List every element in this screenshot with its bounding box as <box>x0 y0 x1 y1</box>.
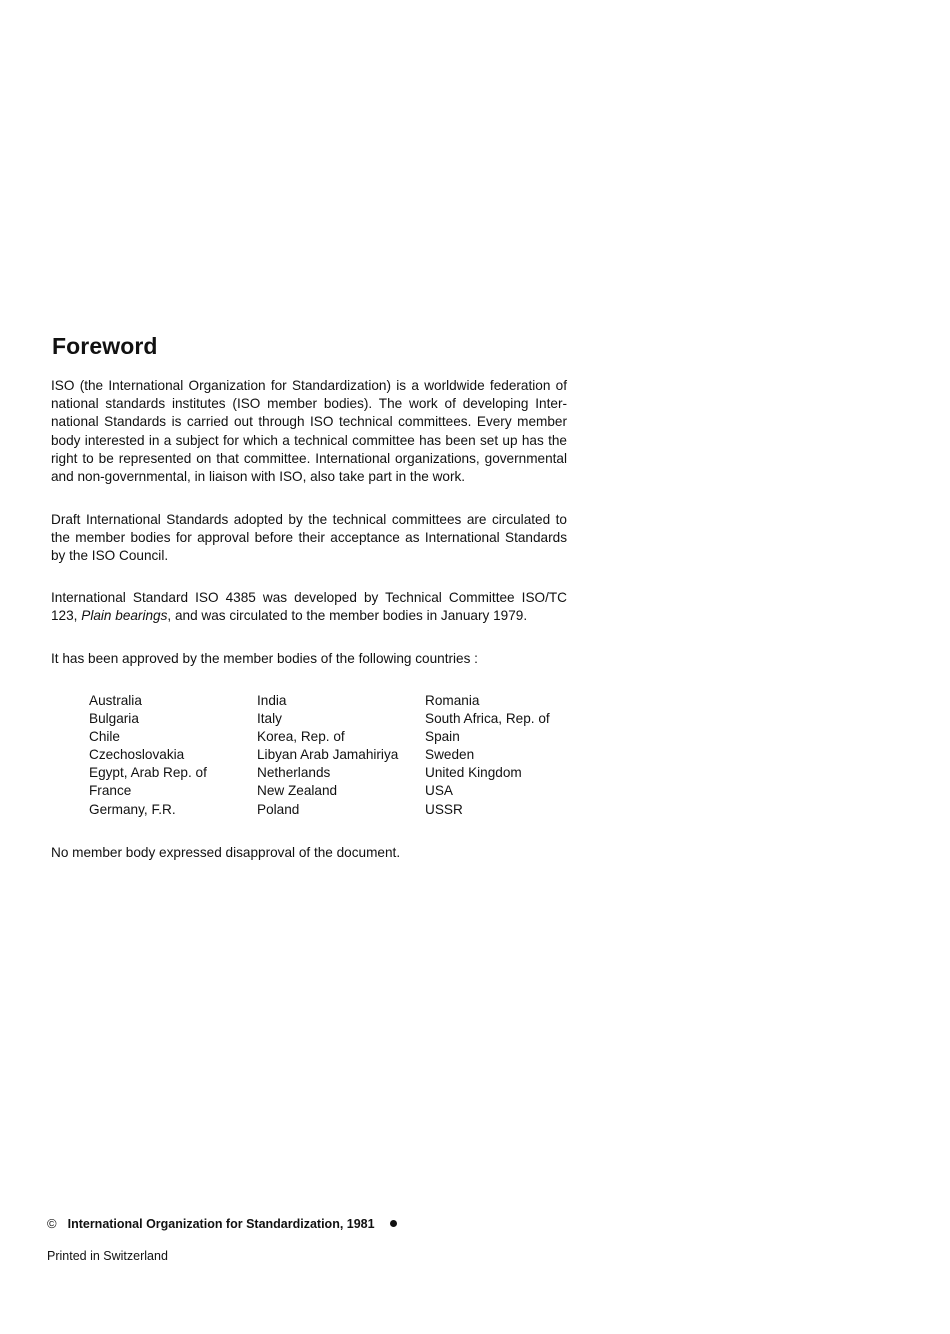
paragraph-iso-intro: ISO (the International Organization for Standardization) is a worldwide federation of national standards institutes (ISO member bodies). The work of developing Inter-national Standards is carried out through ISO technical committees. Every member body interested in a subject for which a technical committee has been set up has the right to be represented on that committee. International organizations, governmental and non-governmental, in liaison with ISO, also take part in the work. <box>51 378 567 485</box>
country-item: Libyan Arab Jamahiriya <box>257 747 399 763</box>
countries-column-3 <box>425 692 593 819</box>
country-item: South Africa, Rep. of <box>425 711 550 727</box>
countries-list <box>89 692 593 819</box>
paragraph-standard-development <box>51 589 567 625</box>
paragraph-draft-standards: Draft International Standards adopted by the technical committees are circulated to the member bodies for approval before their acceptance as International Standards by the ISO Council. <box>51 512 567 564</box>
copyright-icon: © <box>47 1216 57 1231</box>
country-item: Czechoslovakia <box>89 747 185 763</box>
country-item: Spain <box>425 729 460 745</box>
country-item: USA <box>425 783 453 799</box>
country-item: India <box>257 693 287 708</box>
country-item: Netherlands <box>257 765 331 781</box>
country-item: Germany, F.R. <box>89 801 176 817</box>
country-item: Egypt, Arab Rep. of <box>89 765 207 781</box>
committee-title-italic: Plain bearings <box>81 608 168 624</box>
printed-location: Printed in Switzerland <box>47 1249 168 1263</box>
country-item: Sweden <box>425 747 475 763</box>
country-item: United Kingdom <box>425 765 522 781</box>
country-item: Chile <box>89 729 120 745</box>
country-item: Italy <box>257 711 282 727</box>
copyright-organization: International Organization for Standardization, 1981 <box>67 1216 375 1231</box>
country-item: Poland <box>257 801 300 817</box>
footer-copyright <box>47 1216 397 1231</box>
country-item: Romania <box>425 693 480 708</box>
paragraph-no-disapproval: No member body expressed disapproval of the document. <box>51 845 401 860</box>
countries-column-2 <box>257 692 425 819</box>
country-item: Australia <box>89 693 142 708</box>
country-item: New Zealand <box>257 783 338 799</box>
paragraph-approval: It has been approved by the member bodies of the following countries : <box>51 651 478 666</box>
countries-column-1 <box>89 692 257 819</box>
page-title: Foreword <box>52 333 158 359</box>
paragraph-standard-development-end: , and was circulated to the member bodies in January 1979. <box>167 608 528 624</box>
bullet-icon <box>390 1220 397 1227</box>
country-item: France <box>89 783 132 799</box>
country-item: Bulgaria <box>89 711 139 727</box>
paragraph-standard-development-start: International Standard ISO 4385 was developed by Technical Committee ISO/TC 123, <box>51 590 567 624</box>
country-item: Korea, Rep. of <box>257 729 345 745</box>
country-item: USSR <box>425 801 463 817</box>
